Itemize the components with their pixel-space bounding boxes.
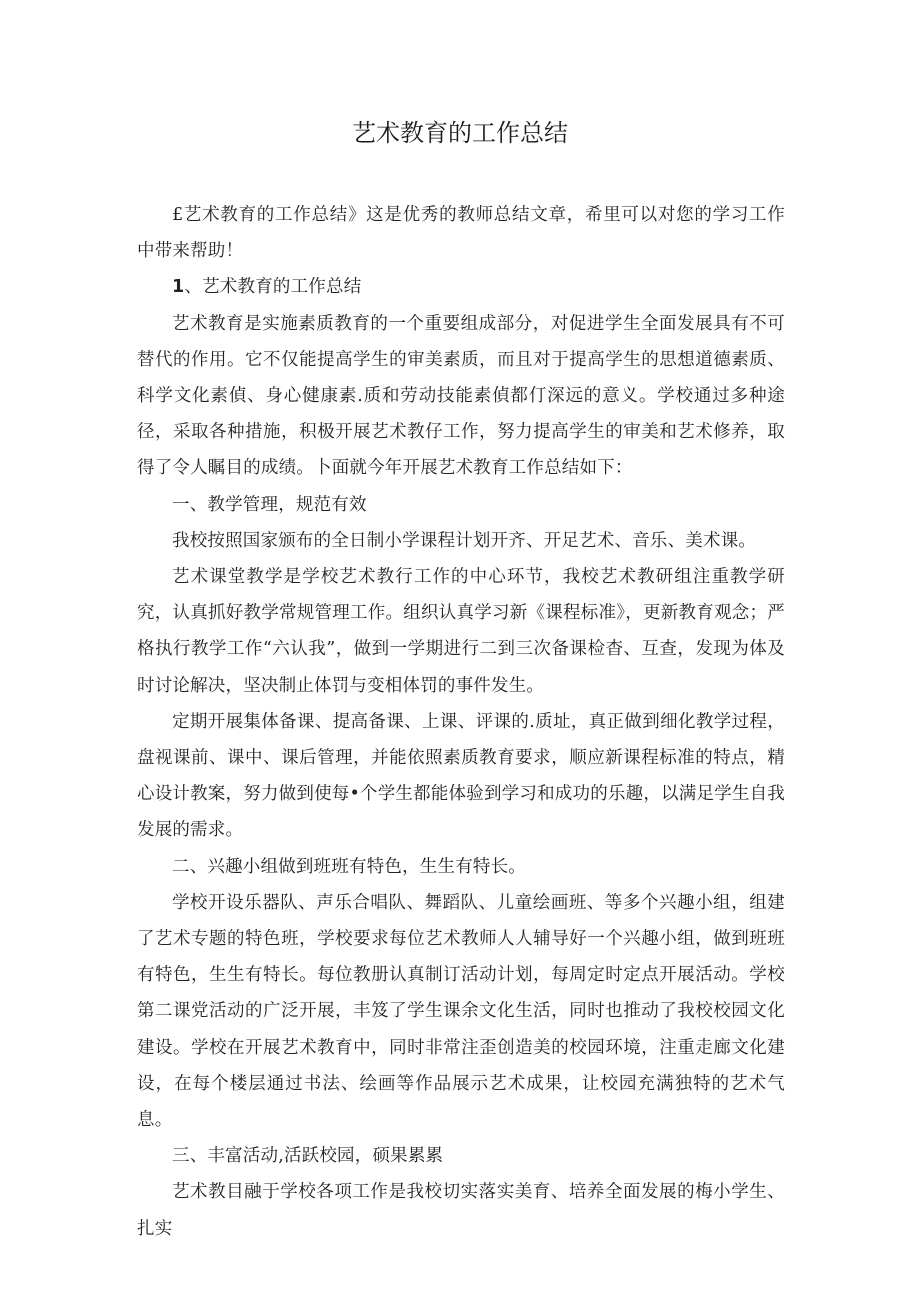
- subheading-teaching-management: 一、教学管理，规范有效: [172, 494, 367, 515]
- paragraph-lesson-prep: 定期开展集体备课、提高备课、上课、评课的.质址，真正做到细化教学过程，盘视课前、课中、课后管理，并能依照素质教育要求，顺应新课程标准的特点，精心设计教案，努力做到使每•个学生都能体验到学习和成功的乐趣，以满足学生自我发展的需求。: [137, 711, 785, 841]
- document-title: 艺术教育的工作总结: [352, 119, 568, 147]
- document-body: [137, 197, 785, 1247]
- paragraph-curriculum: 我校按照国家颁布的全日制小学课程计划开齐、开足艺术、音乐、美术课。: [172, 530, 757, 551]
- paragraph-activities: 艺术教目融于学校各项工作是我校切实落实美育、培养全面发展的梅小学生、扎实: [137, 1182, 785, 1239]
- subheading-interest-groups: 二、兴趣小组做到班班有特色，生生有特长。: [172, 856, 526, 877]
- intro-paragraph: £艺术教育的工作总结》这是优秀的教师总结文章，希里可以对您的学习工作中带来帮助！: [137, 205, 785, 262]
- paragraph-overview: 艺术教育是实施素质教育的一个重要组成部分，对促进学生全面发展具有不可替代的作用。它不仅能提高学生的审美素质，而且对于提高学生的思想道德素质、科学文化素偵、身心健康素.质和劳动技能素偵都仃深远的意义。学校通过多种途径，采取各种措施，积极开展艺术教仔工作，努力提高学生的审美和艺术修养，取得了令人瞩目的成绩。卜面就今年开展艺术教育工作总结如下：: [137, 313, 785, 479]
- section-heading-1: [137, 269, 785, 305]
- paragraph-interest-groups: 学校开设乐器队、声乐合唱队、舞蹈队、儿童绘画班、等多个兴趣小组，组建了艺术专题的特色班，学校要求每位艺术教师人人辅导好一个兴趣小组，做到班班有特色，生生有特长。每位教册认真制订活动计划，每周定时定点开展活动。学校第二课党活动的广泛开展，丰笈了学生课余文化生活，同时也推动了我校校园文化建设。学校在开展艺术教育中，同时非常注歪创造美的校园环境，注重走廊文化建设，在每个楼层通过书法、绘画等作品展示艺术成果，让校园充满独特的艺术气息。: [137, 892, 785, 1131]
- subheading-activities: 三、丰富活动,活跃校园，硕果累累: [172, 1146, 444, 1167]
- section-heading-text: 、艺术教育的工作总结: [184, 277, 362, 298]
- paragraph-classroom-teaching: 艺术课堂教学是学校艺术教行工作的中心环节，我校艺术教研组注重教学研究，认真抓好教学常规管理工作。组织认真学习新《课程标准》，更新教育观念；严格执行教学工作“六认我”，做到一学期进行二到三次备课检杳、互查，发现为体及时讨论解决，坚决制止体罚与变相体罚的事件发生。: [137, 567, 785, 696]
- section-number: 1: [172, 277, 185, 298]
